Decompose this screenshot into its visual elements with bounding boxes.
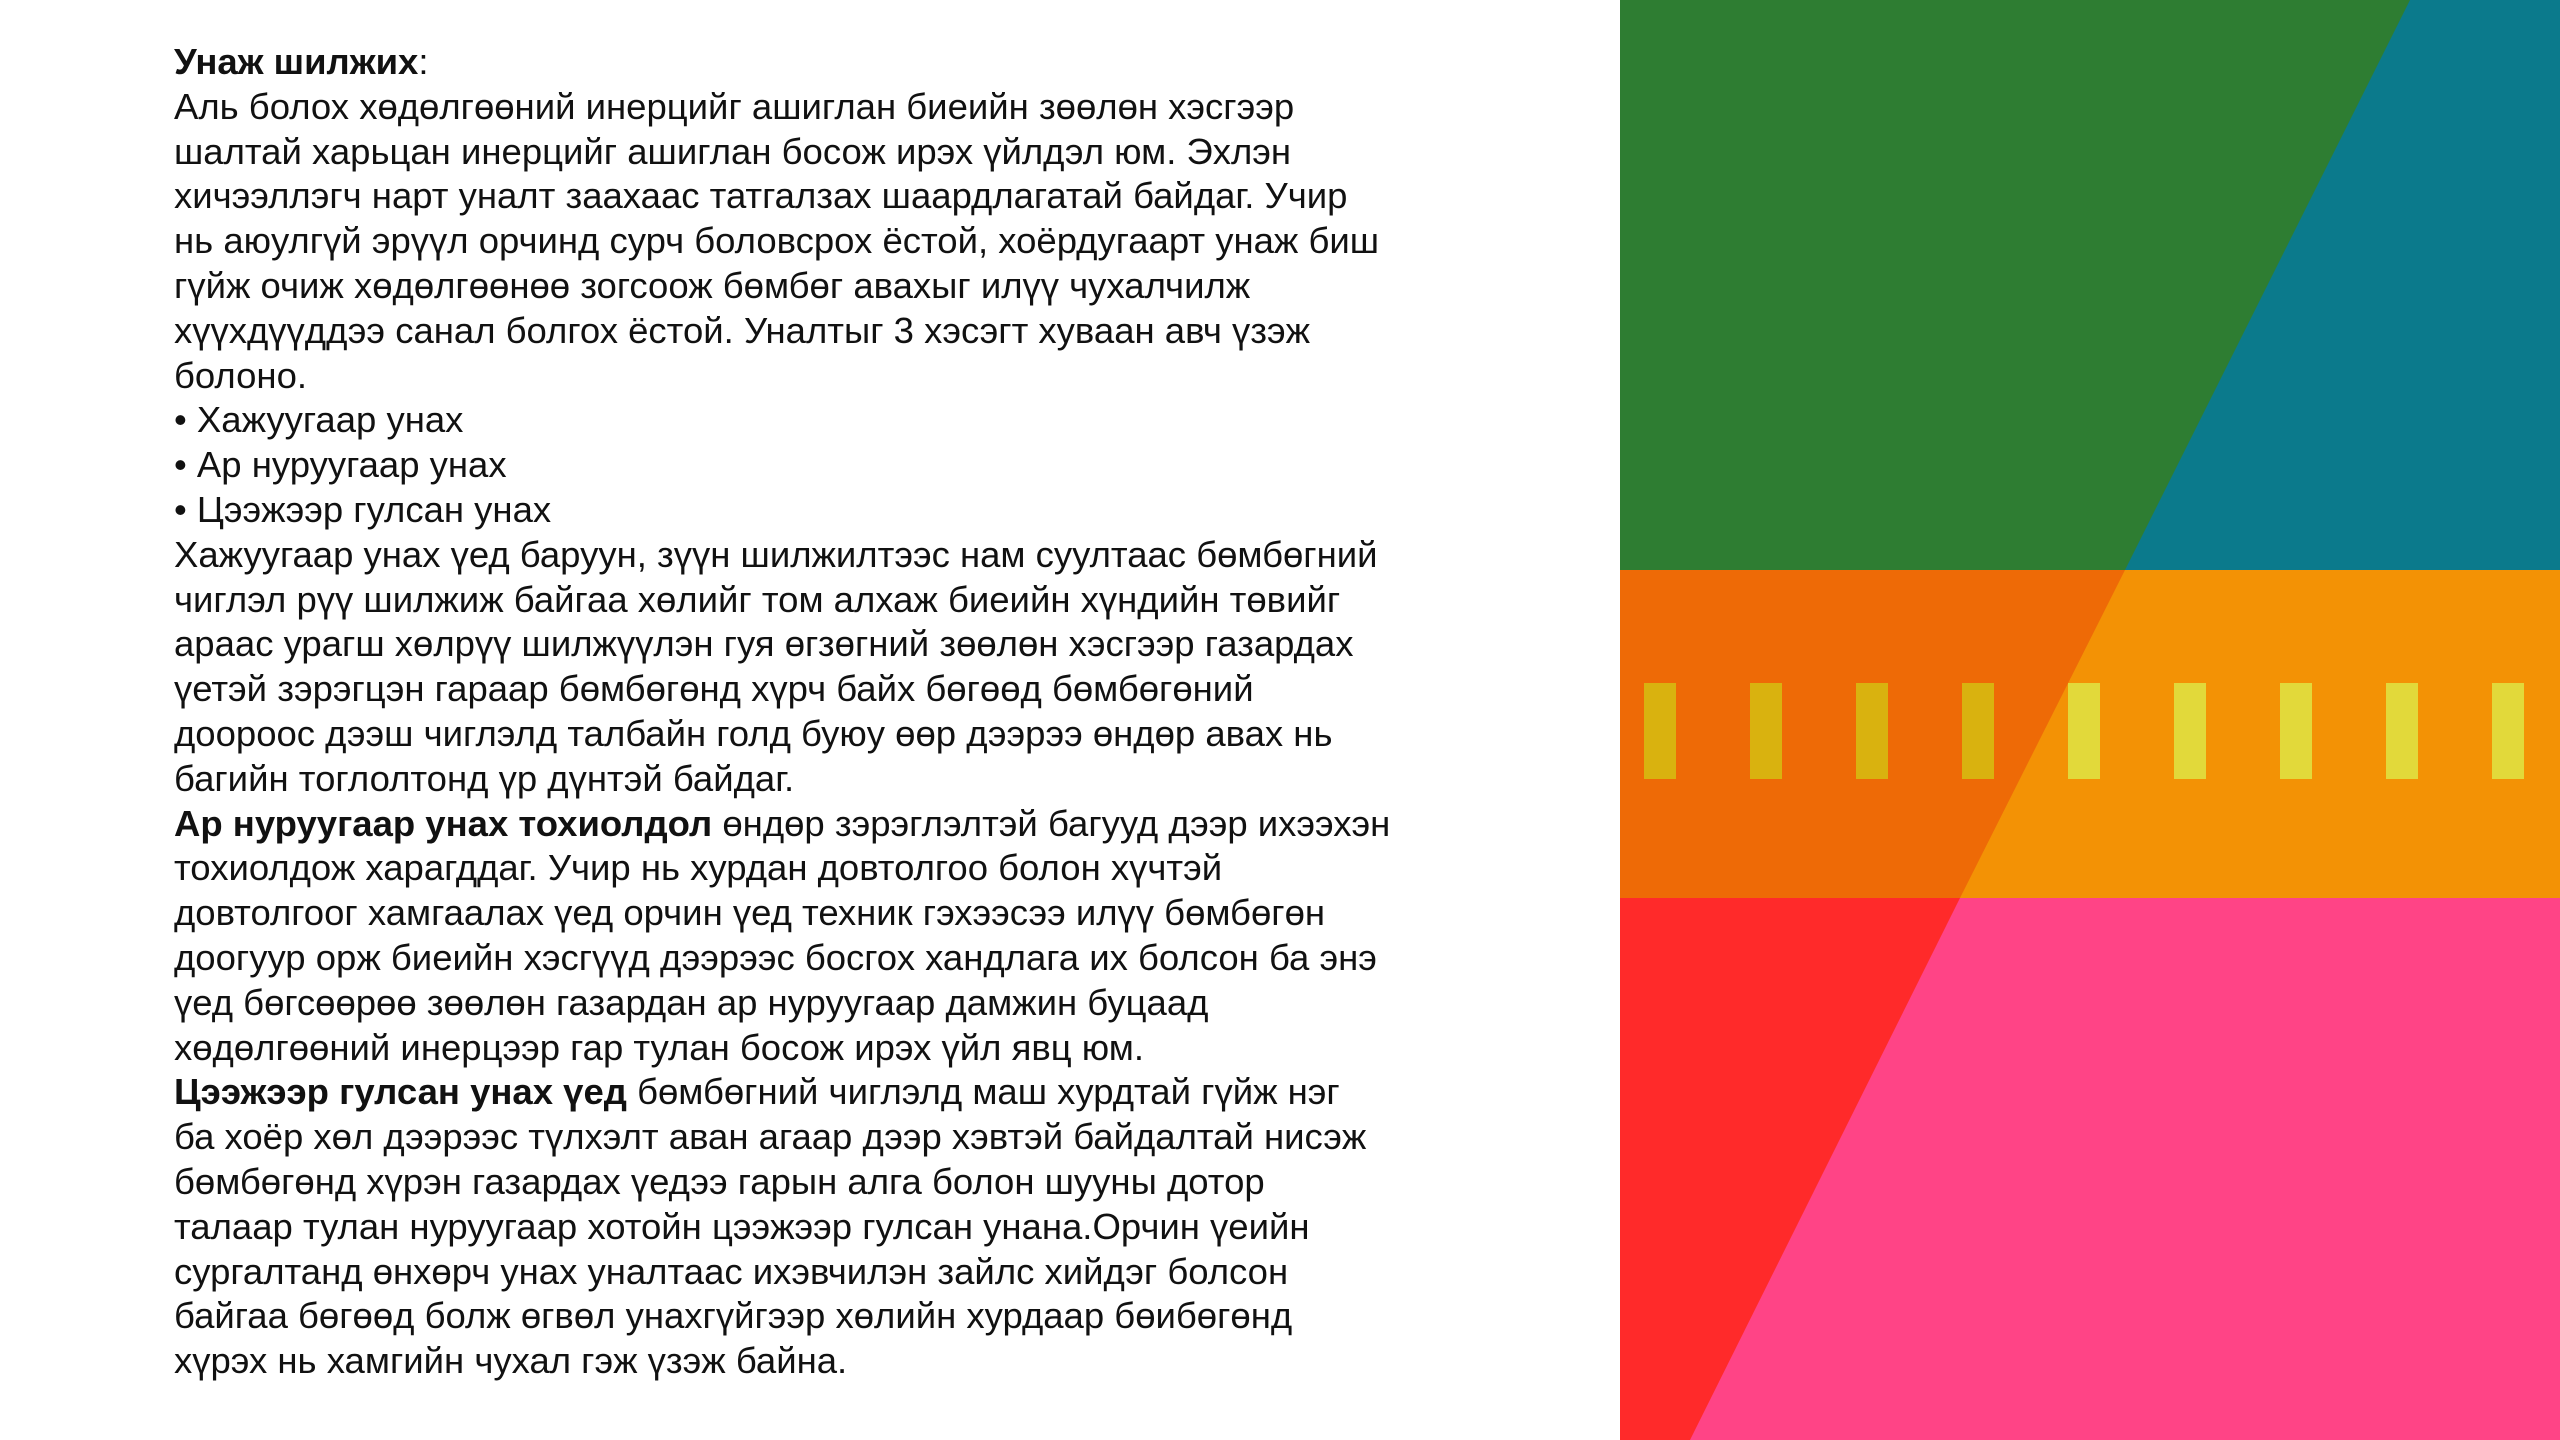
intro-paragraph: Аль болох хөдөлгөөний инерцийг ашиглан биеийн зөөлөн хэсгээр шалтай харьцан инерцийг ашиглан босож ирэх үйлдэл юм. Эхлэн хичээллэгч нарт уналт заахаас татгалзах шаардлагатай байдаг. Учир нь аюулгүй эрүүл орчинд сурч боловсрох ёстой, хоёрдугаарт унаж биш гүйж очиж хөдөлгөөнөө зогсоож бөмбөг авахыг илүү чухалчилж хүүхдүүддээ санал болгох ёстой. Уналтыг 3 хэсэгт хуваан авч үзэж болоно. <box>174 85 1380 396</box>
bullet-item-side: • Хажуугаар унах <box>174 399 464 441</box>
bullet-item-back: • Ар нуруугаар унах <box>174 444 507 486</box>
stripe-bar <box>2174 683 2206 779</box>
slide-heading: Унаж шилжих <box>174 41 419 82</box>
chest-fall-paragraph <box>174 1070 1444 1384</box>
back-fall-lead: Ар нуруугаар унах тохиолдол <box>174 802 713 844</box>
stripe-bar <box>2386 683 2418 779</box>
chest-fall-body: бөмбөгний чиглэлд маш хурдтай гүйж нэг ба хоёр хөл дээрээс түлхэлт аван агаар дээр хэвтэй байдалтай нисэж бөмбөгөнд хүрэн газардах үедээ гарын алга болон шууны дотор талаар тулан нуруугаар хотойн цээжээр гулсан унана.Орчин үеийн сургалтанд өнхөрч унах уналтаас ихэвчилэн зайлс хийдэг болсон байгаа бөгөөд болж өгвөл унахгүйгээр хөлийн хурдаар бөибөгөнд хүрэх нь хамгийн чухал гэж үзэж байна. <box>174 1071 1367 1382</box>
stripe-row <box>1644 683 2524 779</box>
chest-fall-lead: Цээжээр гулсан унах үед <box>174 1071 627 1113</box>
stripe-bar <box>2280 683 2312 779</box>
bullet-item-chest: • Цээжээр гулсан унах <box>174 488 552 530</box>
stripe-bar <box>2492 683 2524 779</box>
heading-paragraph <box>174 40 1444 85</box>
back-fall-body: өндөр зэрэглэлтэй багууд дээр ихээхэн тохиолдож харагддаг. Учир нь хурдан довтолгоо болон хүчтэй довтолгоог хамгаалах үед орчин үед техник гэхээсээ илүү бөмбөгөн доогуур орж биеийн хэсгүүд дээрээс босгох хандлага их болсон ба энэ үед бөгсөөрөө зөөлөн газардан ар нуруугаар дамжин буцаад хөдөлгөөний инерцээр гар тулан босож ирэх үйл явц юм. <box>174 802 1391 1068</box>
stripe-bar <box>1962 683 1994 779</box>
heading-colon: : <box>418 41 429 82</box>
stripe-bar <box>2068 683 2100 779</box>
slide-text-block <box>174 40 1444 1384</box>
color-block-graphic <box>1620 0 2560 1440</box>
stripe-bar <box>1750 683 1782 779</box>
stripe-bar <box>1856 683 1888 779</box>
side-fall-paragraph: Хажуугаар унах үед баруун, зүүн шилжилтээс нам суултаас бөмбөгний чиглэл рүү шилжиж байгаа хөлийг том алхаж биеийн хүндийн төвийг араас урагш хөлрүү шилжүүлэн гуя өгзөгний зөөлөн хэсгээр газардах үетэй зэрэгцэн гараар бөмбөгөнд хүрч байх бөгөөд бөмбөгөний доороос дээш чиглэлд талбайн голд буюу өөр дээрээ өндөр авах нь багийн тоглолтонд үр дүнтэй байдаг. <box>174 533 1378 799</box>
stripe-bar <box>1644 683 1676 779</box>
back-fall-paragraph <box>174 802 1444 1071</box>
decorative-color-panel <box>1620 0 2560 1440</box>
